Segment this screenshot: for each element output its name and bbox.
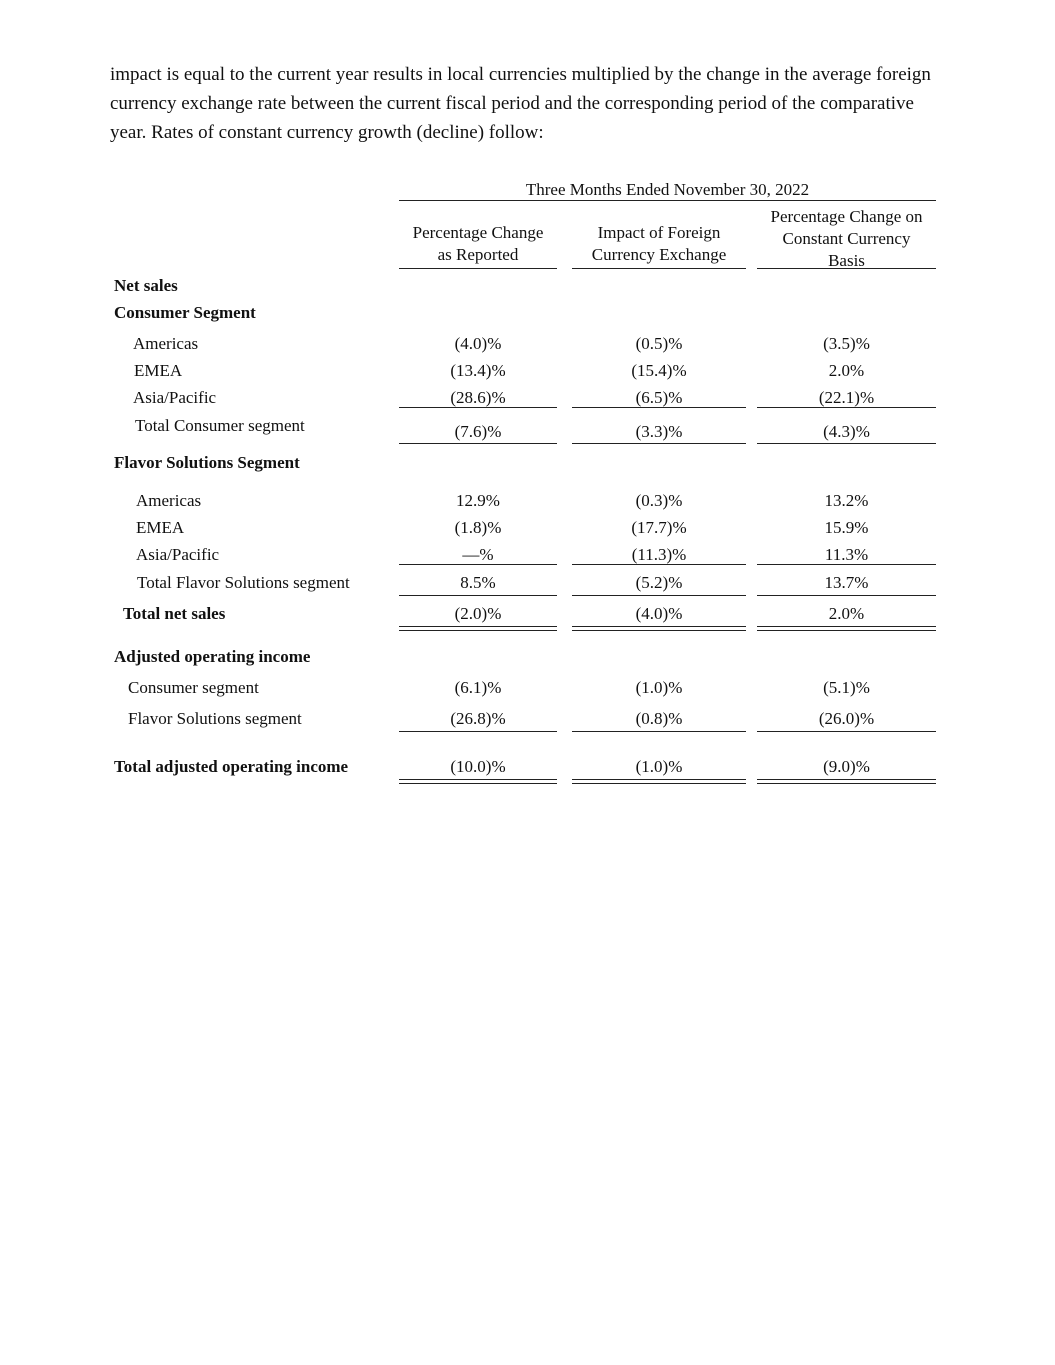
total-rule bbox=[399, 443, 557, 444]
total-adjusted-operating-income-label: Total adjusted operating income bbox=[114, 757, 349, 776]
cell-constant: 2.0% bbox=[828, 604, 865, 623]
cell-fx: (0.3)% bbox=[635, 491, 683, 510]
cell-reported: (28.6)% bbox=[450, 388, 506, 407]
col-header-fx-impact: Impact of Foreign Currency Exchange bbox=[591, 223, 727, 264]
row-label: Flavor Solutions segment bbox=[128, 709, 302, 728]
cell-reported: (4.0)% bbox=[454, 334, 502, 353]
col-header-constant-currency: Percentage Change on Constant Currency Basis bbox=[770, 207, 923, 270]
grand-total-double-rule bbox=[572, 626, 746, 631]
cell-fx: (3.3)% bbox=[635, 422, 683, 441]
cell-reported: (1.8)% bbox=[454, 518, 502, 537]
total-rule bbox=[399, 595, 557, 596]
cell-reported: (2.0)% bbox=[454, 604, 502, 623]
cell-fx: (17.7)% bbox=[631, 518, 687, 537]
cell-fx: (1.0)% bbox=[635, 757, 683, 776]
row-label: Americas bbox=[136, 491, 202, 510]
subtotal-rule bbox=[399, 407, 557, 408]
row-label: Americas bbox=[133, 334, 199, 353]
grand-total-double-rule bbox=[399, 626, 557, 631]
cell-constant: (3.5)% bbox=[823, 334, 870, 353]
cell-fx: (1.0)% bbox=[635, 678, 683, 697]
flavor-segment-heading: Flavor Solutions Segment bbox=[114, 453, 300, 472]
total-rule bbox=[572, 443, 746, 444]
col-header-reported: Percentage Change as Reported bbox=[412, 223, 544, 264]
cell-constant: 15.9% bbox=[824, 518, 869, 537]
cell-constant: 11.3% bbox=[824, 545, 869, 564]
cell-fx: (5.2)% bbox=[635, 573, 683, 592]
cell-constant: 2.0% bbox=[828, 361, 865, 380]
cell-reported: (10.0)% bbox=[450, 757, 506, 776]
row-label-total: Total Consumer segment bbox=[135, 416, 305, 435]
cell-constant: (9.0)% bbox=[823, 757, 870, 776]
row-label: Consumer segment bbox=[128, 678, 259, 697]
cell-reported: —% bbox=[462, 545, 494, 564]
cell-constant: (4.3)% bbox=[823, 422, 870, 441]
cell-constant: 13.7% bbox=[824, 573, 869, 592]
total-net-sales-label: Total net sales bbox=[123, 604, 226, 623]
consumer-segment-heading: Consumer Segment bbox=[114, 303, 256, 322]
cell-reported: 8.5% bbox=[460, 573, 496, 592]
cell-reported: 12.9% bbox=[456, 491, 500, 510]
subtotal-rule bbox=[757, 407, 936, 408]
row-label: Asia/Pacific bbox=[133, 388, 217, 407]
cell-constant: (22.1)% bbox=[818, 388, 875, 407]
cell-fx: (0.5)% bbox=[635, 334, 683, 353]
col-header-rule bbox=[757, 268, 936, 269]
row-label: Asia/Pacific bbox=[136, 545, 220, 564]
cell-constant: (26.0)% bbox=[818, 709, 875, 728]
cell-fx: (11.3)% bbox=[631, 545, 687, 564]
cell-reported: (7.6)% bbox=[454, 422, 502, 441]
col-header-rule bbox=[399, 268, 557, 269]
grand-total-double-rule bbox=[399, 779, 557, 784]
cell-constant: (5.1)% bbox=[823, 678, 870, 697]
cell-fx: (4.0)% bbox=[635, 604, 683, 623]
cell-reported: (26.8)% bbox=[450, 709, 506, 728]
subtotal-rule bbox=[757, 731, 936, 732]
cell-fx: (0.8)% bbox=[635, 709, 683, 728]
row-label: EMEA bbox=[136, 518, 185, 537]
net-sales-heading: Net sales bbox=[114, 276, 178, 295]
cell-reported: (13.4)% bbox=[450, 361, 506, 380]
total-rule bbox=[572, 595, 746, 596]
subtotal-rule bbox=[399, 564, 557, 565]
cell-fx: (6.5)% bbox=[635, 388, 683, 407]
grand-total-double-rule bbox=[572, 779, 746, 784]
cell-reported: (6.1)% bbox=[454, 678, 502, 697]
subtotal-rule bbox=[572, 407, 746, 408]
grand-total-double-rule bbox=[757, 626, 936, 631]
adjusted-operating-income-heading: Adjusted operating income bbox=[114, 647, 311, 666]
total-rule bbox=[757, 595, 936, 596]
row-label-total: Total Flavor Solutions segment bbox=[137, 573, 350, 592]
subtotal-rule bbox=[572, 564, 746, 565]
total-rule bbox=[757, 443, 936, 444]
cell-fx: (15.4)% bbox=[631, 361, 687, 380]
period-header-rule bbox=[399, 200, 936, 201]
row-label: EMEA bbox=[134, 361, 183, 380]
intro-paragraph: impact is equal to the current year results in local currencies multiplied by the change in the average foreign currency exchange rate between the current fiscal period and the corresponding period of the comparative year. Rates of constant currency growth (decline) follow: bbox=[110, 64, 931, 143]
subtotal-rule bbox=[572, 731, 746, 732]
period-header: Three Months Ended November 30, 2022 bbox=[525, 180, 810, 199]
grand-total-double-rule bbox=[757, 779, 936, 784]
subtotal-rule bbox=[757, 564, 936, 565]
subtotal-rule bbox=[399, 731, 557, 732]
cell-constant: 13.2% bbox=[824, 491, 869, 510]
col-header-rule bbox=[572, 268, 746, 269]
